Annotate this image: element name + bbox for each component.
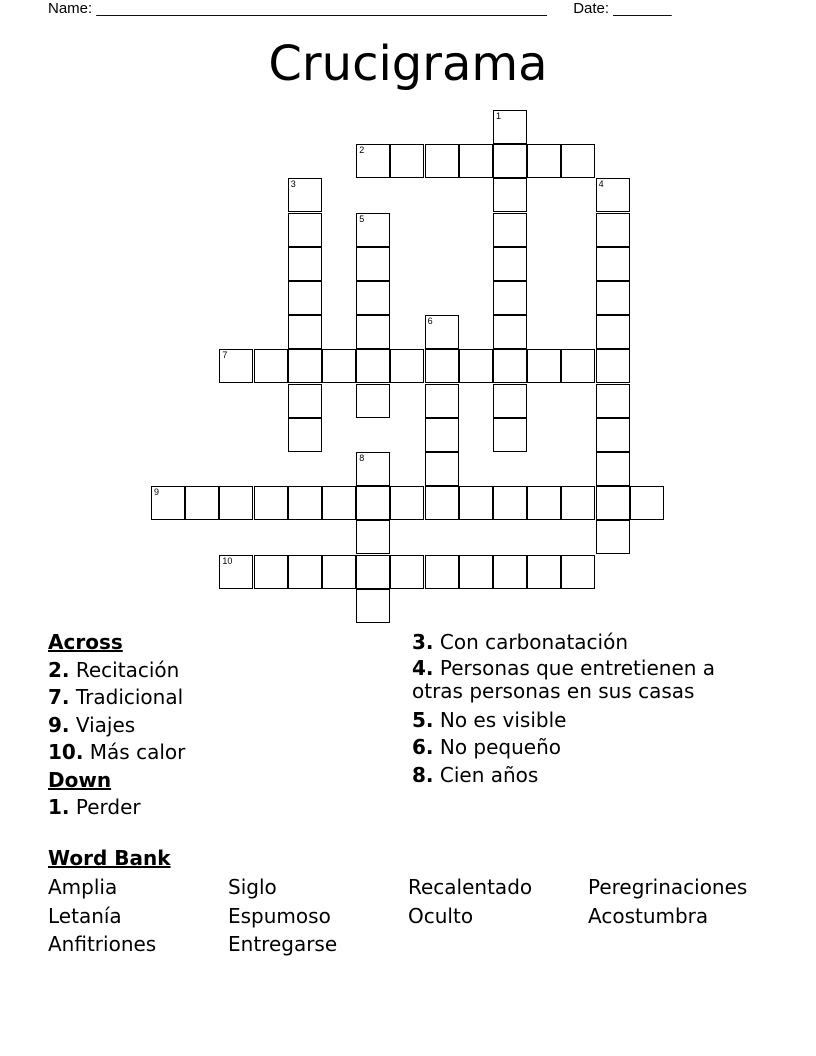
crossword-cell[interactable]: [527, 349, 561, 383]
crossword-cell[interactable]: [630, 486, 664, 520]
crossword-cell[interactable]: [390, 486, 424, 520]
crossword-cell[interactable]: [493, 178, 527, 212]
crossword-cell[interactable]: [254, 486, 288, 520]
clue-number: 5: [359, 213, 365, 224]
crossword-cell[interactable]: [493, 110, 527, 144]
clue-down-5: 5. No es visible: [412, 707, 567, 732]
crossword-cell[interactable]: [356, 555, 390, 589]
word-bank-item: Siglo: [228, 875, 277, 899]
crossword-cell[interactable]: [493, 384, 527, 418]
word-bank-item: Acostumbra: [588, 903, 709, 928]
word-bank-item: Recalentado: [408, 875, 533, 899]
clue-number: 6: [427, 316, 433, 327]
crossword-cell[interactable]: [288, 315, 322, 349]
crossword-cell[interactable]: [356, 349, 390, 383]
word-bank-item: Anfitriones: [48, 932, 157, 956]
crossword-cell[interactable]: [219, 349, 253, 383]
clue-across-10: 10. Más calor: [48, 740, 186, 764]
clue-number: 3: [290, 179, 296, 190]
crossword-cell[interactable]: [596, 315, 630, 349]
crossword-cell[interactable]: [459, 555, 493, 589]
crossword-cell[interactable]: [356, 213, 390, 247]
clue-across-7: 7. Tradicional: [48, 685, 184, 709]
page-title: Crucigrama: [268, 36, 548, 92]
crossword-cell[interactable]: [219, 486, 253, 520]
clue-number: 9: [154, 487, 160, 498]
clues-right-column: [412, 629, 772, 789]
crossword-cell[interactable]: [356, 315, 390, 349]
crossword-cell[interactable]: [288, 555, 322, 589]
crossword-cell[interactable]: [561, 486, 595, 520]
crossword-cell[interactable]: [425, 452, 459, 486]
crossword-cell[interactable]: [288, 384, 322, 418]
crossword-cell[interactable]: [493, 144, 527, 178]
crossword-cell[interactable]: [390, 144, 424, 178]
crossword-cell[interactable]: [356, 384, 390, 418]
clue-number: 2: [359, 145, 365, 156]
crossword-cell[interactable]: [425, 144, 459, 178]
crossword-cell[interactable]: [561, 349, 595, 383]
word-bank-item: Peregrinaciones: [588, 875, 748, 899]
crossword-cell[interactable]: [596, 486, 630, 520]
word-bank-heading: Word Bank: [48, 846, 171, 870]
crossword-cell[interactable]: [493, 247, 527, 281]
crossword-cell[interactable]: [322, 349, 356, 383]
crossword-cell[interactable]: [322, 486, 356, 520]
clue-number: 8: [359, 453, 365, 463]
crossword-cell[interactable]: [493, 555, 527, 589]
crossword-cell[interactable]: [493, 418, 527, 452]
crossword-cell[interactable]: [356, 520, 390, 554]
crossword-cell[interactable]: [425, 315, 459, 349]
clue-down-8: 8. Cien años: [412, 762, 539, 787]
crossword-cell[interactable]: [596, 178, 630, 212]
date-label: Date:: [573, 0, 610, 17]
clue-across-9: 9. Viajes: [48, 712, 136, 737]
crossword-cell[interactable]: [288, 349, 322, 383]
crossword-cell[interactable]: [561, 144, 595, 178]
crossword-cell[interactable]: [288, 247, 322, 281]
crossword-cell[interactable]: [356, 281, 390, 315]
crossword-cell[interactable]: [459, 349, 493, 383]
crossword-cell[interactable]: [254, 555, 288, 589]
crossword-cell[interactable]: [459, 144, 493, 178]
crossword-cell[interactable]: [527, 144, 561, 178]
crossword-cell[interactable]: [596, 349, 630, 383]
clue-number: 1: [496, 111, 502, 121]
crossword-cell[interactable]: [527, 555, 561, 589]
crossword-cell[interactable]: [493, 486, 527, 520]
crossword-cell[interactable]: [356, 486, 390, 520]
word-bank-item: Letanía: [48, 903, 122, 928]
crossword-cell[interactable]: [596, 213, 630, 247]
crossword-cell[interactable]: [356, 589, 390, 623]
word-bank-item: Entregarse: [228, 932, 338, 956]
clue-down-6: 6. No pequeño: [412, 735, 562, 759]
word-bank-item: Espumoso: [228, 903, 331, 928]
crossword-cell[interactable]: [356, 247, 390, 281]
crossword-cell[interactable]: [322, 555, 356, 589]
clue-down-1: 1. Perder: [48, 795, 141, 819]
crossword-cell[interactable]: [596, 520, 630, 554]
crossword-cell[interactable]: [596, 452, 630, 486]
clue-down-4: 4. Personas que entretienen a otras personas en sus casas: [412, 655, 716, 703]
crossword-cell[interactable]: [390, 349, 424, 383]
across-heading: Across: [48, 630, 123, 654]
crossword-cell[interactable]: [493, 315, 527, 349]
clue-across-2: 2. Recitación: [48, 657, 180, 682]
crossword-cell[interactable]: [425, 349, 459, 383]
clue-number: 4: [598, 179, 604, 190]
crossword-cell[interactable]: [219, 555, 253, 589]
crossword-cell[interactable]: [493, 349, 527, 383]
crossword-cell[interactable]: [527, 486, 561, 520]
clue-number: 7: [222, 350, 228, 361]
crossword-cell[interactable]: [151, 486, 185, 520]
crossword-cell[interactable]: [596, 281, 630, 315]
crossword-cell[interactable]: [596, 384, 630, 418]
crossword-cell[interactable]: [425, 555, 459, 589]
crossword-cell[interactable]: [425, 418, 459, 452]
down-heading: Down: [48, 767, 112, 792]
crossword-cell[interactable]: [288, 281, 322, 315]
crossword-cell[interactable]: [493, 281, 527, 315]
crossword-cell[interactable]: [356, 144, 390, 178]
crossword-cell[interactable]: [425, 384, 459, 418]
crossword-cell[interactable]: [459, 486, 493, 520]
name-label: Name:: [48, 0, 93, 17]
crossword-cell[interactable]: [596, 418, 630, 452]
name-blank[interactable]: ______________________________________________________: [96, 0, 547, 17]
clue-down-3: 3. Con carbonatación: [412, 630, 629, 654]
word-bank: [48, 873, 768, 959]
word-bank-item: Amplia: [48, 875, 118, 899]
crossword-cell[interactable]: [288, 178, 322, 212]
crossword-cell[interactable]: [493, 213, 527, 247]
crossword-cell[interactable]: [288, 213, 322, 247]
word-bank-item: Oculto: [408, 903, 474, 928]
crossword-cell[interactable]: [596, 247, 630, 281]
clues-left-column: [48, 629, 185, 822]
crossword-cell[interactable]: [390, 555, 424, 589]
date-blank[interactable]: _______: [613, 0, 672, 17]
crossword-cell[interactable]: [356, 452, 390, 486]
crossword-cell[interactable]: [425, 486, 459, 520]
crossword-cell[interactable]: [185, 486, 219, 520]
crossword-cell[interactable]: [254, 349, 288, 383]
crossword-cell[interactable]: [288, 486, 322, 520]
clue-number: 10: [222, 555, 233, 566]
crossword-cell[interactable]: [561, 555, 595, 589]
crossword-cell[interactable]: [288, 418, 322, 452]
